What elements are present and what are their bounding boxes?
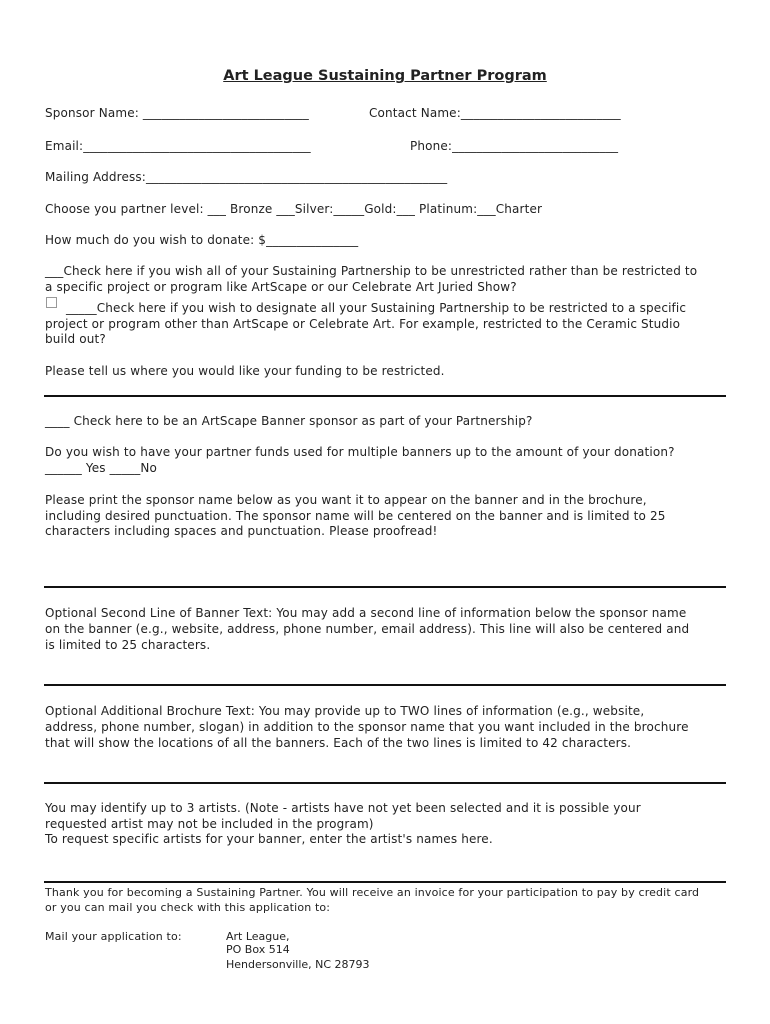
address-line-2: PO Box 514 [226, 943, 290, 956]
print-name-line-1: Please print the sponsor name below as you want it to appear on the banner and in the brochure, [45, 493, 647, 507]
phone-field[interactable]: Phone:___________________________ [410, 139, 619, 153]
second-line-text-2: on the banner (e.g., website, address, phone number, email address). This line will also be centered and [45, 622, 690, 636]
restricted-line-2: project or program other than ArtScape or Celebrate Art. For example, restricted to the Ceramic Studio [45, 317, 681, 331]
contact-name-field[interactable]: Contact Name:__________________________ [369, 106, 621, 120]
mail-label: Mail your application to: [45, 930, 182, 943]
brochure-text-2: address, phone number, slogan) in addition to the sponsor name that you want included in the brochure [45, 720, 689, 734]
banner-sponsor-check[interactable]: ____ Check here to be an ArtScape Banner sponsor as part of your Partnership? [45, 414, 533, 428]
donation-amount-field[interactable]: How much do you wish to donate: $_______________ [45, 233, 359, 247]
answer-line-brochure[interactable] [44, 782, 726, 784]
artists-text-2: requested artist may not be included in the program) [45, 817, 374, 831]
sponsor-name-field[interactable]: Sponsor Name: ___________________________ [45, 106, 309, 120]
partner-level-options[interactable]: Choose you partner level: ___ Bronze ___Silver:_____Gold:___ Platinum:___Charter [45, 202, 543, 216]
unrestricted-line-1[interactable]: ___Check here if you wish all of your Sustaining Partnership to be unrestricted rather than be restricted to [45, 264, 698, 278]
restricted-line-1[interactable]: _____Check here if you wish to designate all your Sustaining Partnership to be restricted to a specific [66, 301, 687, 315]
answer-line-sponsor-name[interactable] [44, 586, 726, 588]
thanks-line-1: Thank you for becoming a Sustaining Partner. You will receive an invoice for your participation to pay by credit card [45, 886, 700, 899]
restricted-checkbox[interactable] [46, 297, 57, 308]
brochure-text-3: that will show the locations of all the banners. Each of the two lines is limited to 42 characters. [45, 736, 632, 750]
page-title: Art League Sustaining Partner Program [223, 68, 547, 84]
address-line-3: Hendersonville, NC 28793 [226, 958, 370, 971]
answer-line-artists[interactable] [44, 881, 726, 883]
answer-line-second-line[interactable] [44, 684, 726, 686]
thanks-line-2: or you can mail you check with this application to: [45, 901, 331, 914]
second-line-text-1: Optional Second Line of Banner Text: You may add a second line of information below the sponsor name [45, 606, 687, 620]
answer-line-restriction[interactable] [44, 395, 726, 397]
multiple-banners-yes-no[interactable]: ______ Yes _____No [45, 461, 158, 475]
unrestricted-line-2: a specific project or program like ArtScape or our Celebrate Art Juried Show? [45, 280, 517, 294]
multiple-banners-question: Do you wish to have your partner funds used for multiple banners up to the amount of your donation? [45, 445, 675, 459]
brochure-text-1: Optional Additional Brochure Text: You may provide up to TWO lines of information (e.g., website, [45, 704, 645, 718]
address-line-1: Art League, [226, 930, 290, 943]
second-line-text-3: is limited to 25 characters. [45, 638, 211, 652]
mailing-address-field[interactable]: Mailing Address:_________________________________________________ [45, 170, 448, 184]
artists-text-1: You may identify up to 3 artists. (Note - artists have not yet been selected and it is possible your [45, 801, 641, 815]
restricted-line-3: build out? [45, 332, 106, 346]
restricted-where-prompt: Please tell us where you would like your funding to be restricted. [45, 364, 445, 378]
print-name-line-3: characters including spaces and punctuation. Please proofread! [45, 524, 438, 538]
print-name-line-2: including desired punctuation. The sponsor name will be centered on the banner and is limited to 25 [45, 509, 666, 523]
email-field[interactable]: Email:_____________________________________ [45, 139, 311, 153]
artists-text-3: To request specific artists for your banner, enter the artist's names here. [45, 832, 493, 846]
